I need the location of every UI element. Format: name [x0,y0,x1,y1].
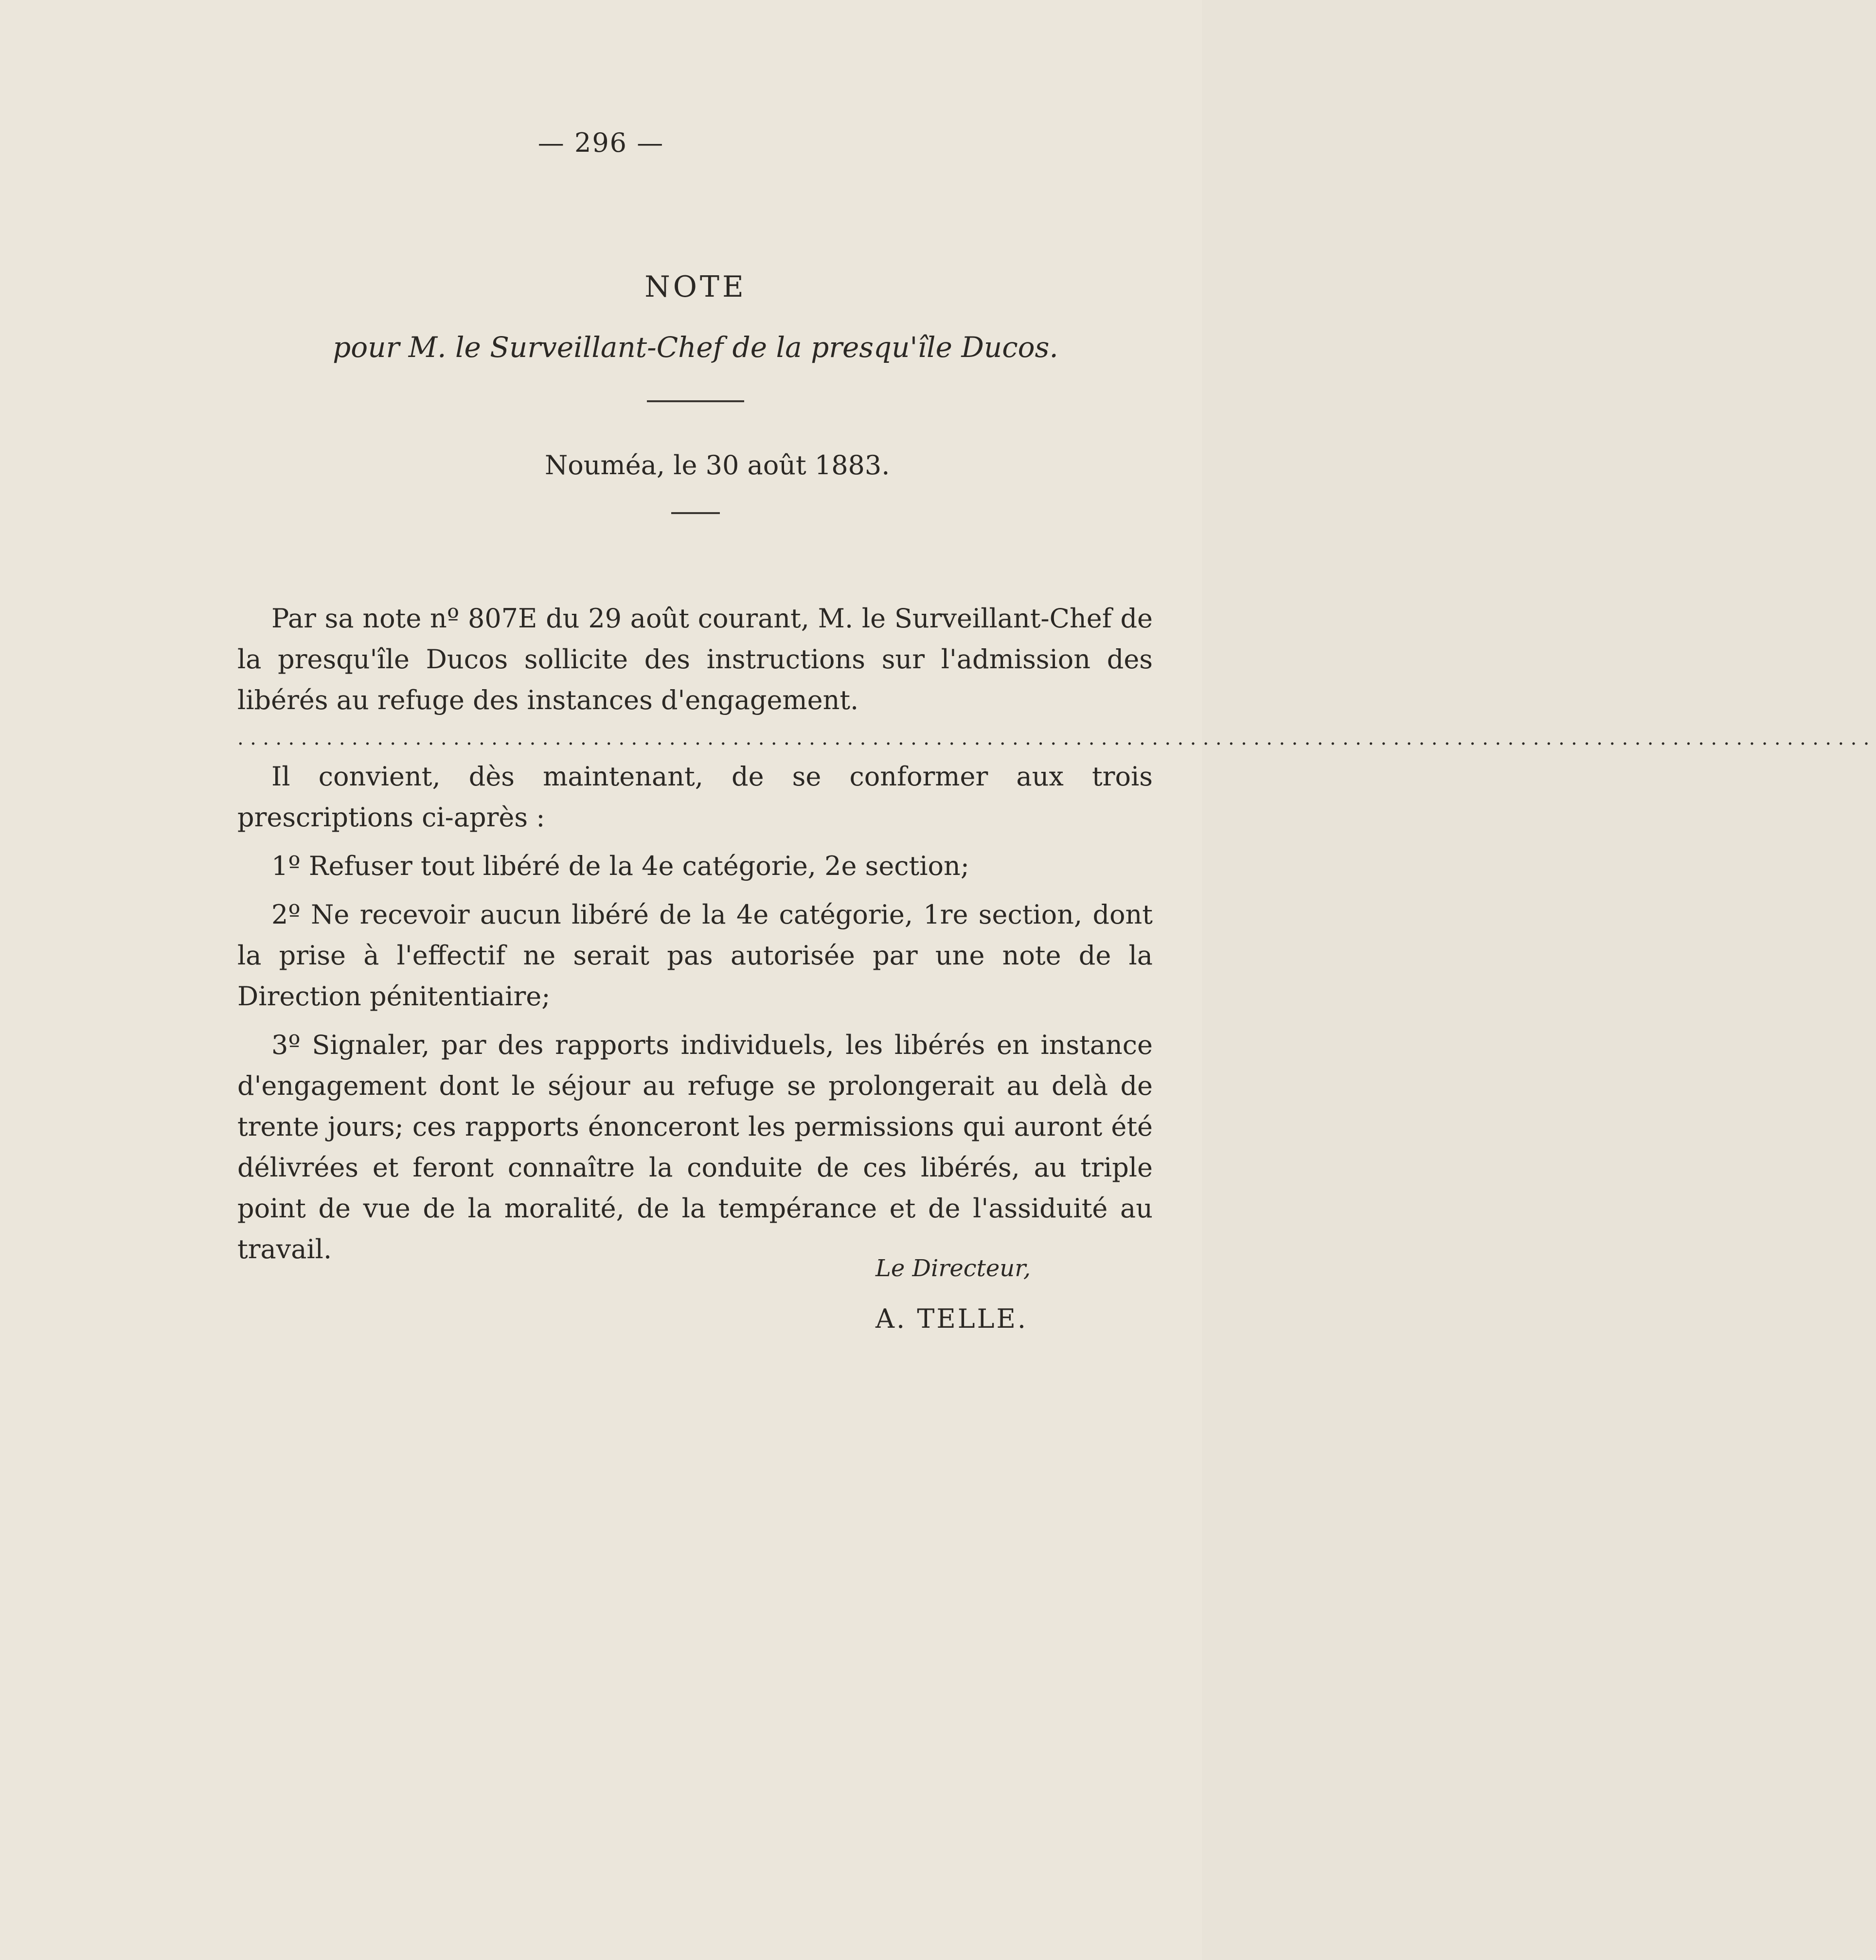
signature-name: A. TELLE. [875,1303,1028,1334]
page-number: — 296 — [537,127,664,158]
document-subtitle: pour M. le Surveillant-Chef de la presqu'île Ducos. [333,331,1058,364]
dateline: Nouméa, le 30 août 1883. [545,450,890,481]
divider-rule [647,400,744,402]
intro-section [237,598,1153,721]
prescription-item: 2º Ne recevoir aucun libéré de la 4e catégorie, 1re section, dont la prise à l'effectif ne serait pas autorisée par une note de la Direction pénitentiaire; [237,899,1153,1012]
ellipsis-row: ................................................................................................................................. [237,727,1876,749]
document-title: NOTE [644,270,747,304]
prescription-item: 1º Refuser tout libéré de la 4e catégorie, 2e section; [271,851,969,881]
body-section [237,756,1153,1270]
signature-role: Le Directeur, [875,1255,1031,1282]
intro-paragraph: Par sa note nº 807E du 29 août courant, M. le Surveillant-Chef de la presqu'île Ducos sollicite des instructions sur l'admission des libérés au refuge des instances d'engagement. [237,603,1153,715]
body-paragraph: Il convient, dès maintenant, de se conformer aux trois prescriptions ci-après : [237,761,1153,833]
prescription-item: 3º Signaler, par des rapports individuels, les libérés en instance d'engagement dont le séjour au refuge se prolongerait au delà de trente jours; ces rapports énonceront les permissions qui auront été délivrées et feront connaître la conduite de ces libérés, au triple point de vue de la moralité, de la tempérance et de l'assiduité au travail. [237,1030,1153,1265]
divider-rule [671,512,720,514]
